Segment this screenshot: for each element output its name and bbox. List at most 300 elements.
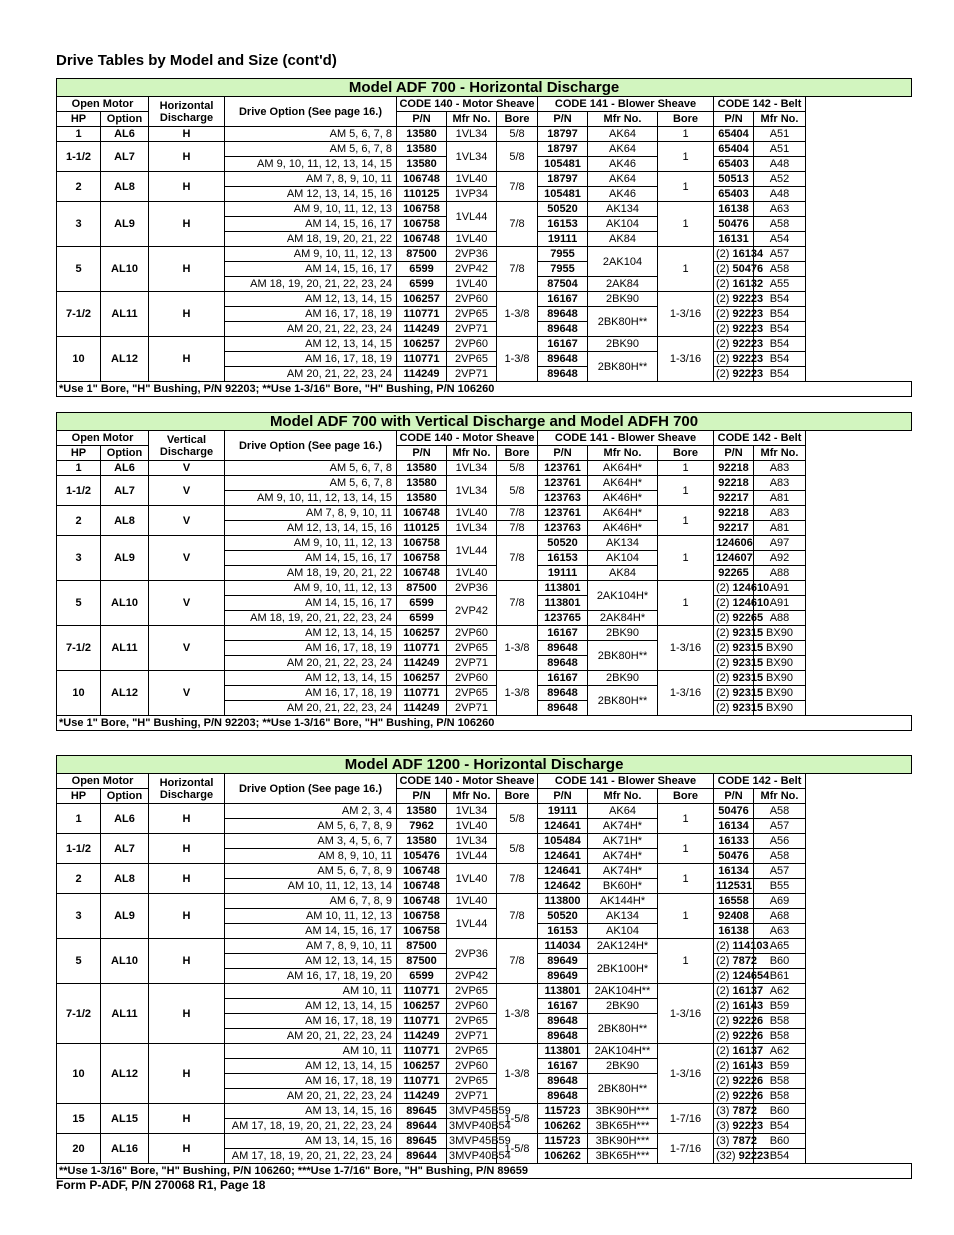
header-bore: Bore <box>658 446 714 461</box>
blower-mfr-cell: 2AK84H* <box>588 611 658 626</box>
motor-pn-cell: 13580 <box>397 127 447 142</box>
discharge-cell: H <box>149 127 225 142</box>
header-code142: CODE 142 - Belt <box>714 431 806 446</box>
header-pn: P/N <box>397 112 447 127</box>
motor-bore-cell: 7/8 <box>497 536 538 581</box>
discharge-cell: H <box>149 247 225 292</box>
motor-pn-cell: 106257 <box>397 626 447 641</box>
motor-mfr-cell: 1VL40 <box>447 232 497 247</box>
belt-pn: 16137 <box>732 1045 764 1057</box>
belt-pn-cell <box>714 476 754 491</box>
belt-mfr-cell: A83 <box>754 506 806 521</box>
motor-bore-cell: 7/8 <box>497 202 538 247</box>
hp-cell: 3 <box>57 894 101 939</box>
blower-pn-cell: 113801 <box>538 596 588 611</box>
header-bore: Bore <box>497 112 538 127</box>
belt-pn-cell <box>714 611 764 626</box>
motor-mfr-cell: 2VP65 <box>447 686 497 701</box>
blower-mfr-cell: BK60H* <box>588 879 658 894</box>
blower-mfr-cell: 2AK124H* <box>588 939 658 954</box>
blower-pn-cell: 16167 <box>538 626 588 641</box>
blower-bore-cell: 1 <box>658 864 714 894</box>
blower-pn-cell: 115723 <box>538 1104 588 1119</box>
hp-cell: 3 <box>57 202 101 247</box>
table-row <box>57 247 912 262</box>
motor-bore-cell: 1-5/8 <box>497 1134 538 1164</box>
blower-pn-cell: 106262 <box>538 1149 588 1164</box>
belt-qty: (2) <box>716 248 733 260</box>
header-open-motor: Open Motor <box>57 431 149 446</box>
motor-pn-cell: 106748 <box>397 232 447 247</box>
belt-pn-cell <box>714 834 754 849</box>
discharge-cell: V <box>149 461 225 476</box>
drive-option-cell: AM 16, 17, 18, 19 <box>225 641 397 656</box>
header-code142: CODE 142 - Belt <box>714 97 806 112</box>
belt-pn: 92226 <box>732 1015 764 1027</box>
table-row <box>57 804 912 819</box>
belt-qty: (2) <box>716 368 733 380</box>
belt-mfr-cell: A51 <box>754 142 806 157</box>
hp-cell: 1 <box>57 461 101 476</box>
option-cell: AL7 <box>101 834 149 864</box>
blower-pn-cell: 124641 <box>538 864 588 879</box>
belt-mfr-cell: BX90 <box>754 641 806 656</box>
belt-mfr-cell: A81 <box>754 491 806 506</box>
blower-mfr-cell: 2BK100H* <box>588 954 658 984</box>
motor-pn-cell: 6599 <box>397 969 447 984</box>
belt-pn: 92218 <box>718 507 749 519</box>
discharge-cell: H <box>149 202 225 247</box>
motor-pn-cell: 106758 <box>397 217 447 232</box>
belt-pn-cell <box>714 1029 764 1044</box>
belt-pn-cell <box>714 172 754 187</box>
motor-pn-cell: 6599 <box>397 262 447 277</box>
header-open-motor: Open Motor <box>57 97 149 112</box>
motor-pn-cell: 89645 <box>397 1104 447 1119</box>
motor-bore-cell: 5/8 <box>497 476 538 506</box>
belt-mfr-cell: A48 <box>754 157 806 172</box>
motor-mfr-cell: 2VP65 <box>447 1074 497 1089</box>
header-bore: Bore <box>497 789 538 804</box>
belt-mfr-cell: B54 <box>754 1149 806 1164</box>
table-row <box>57 142 912 157</box>
belt-pn-cell <box>714 1089 764 1104</box>
blower-mfr-cell: AK104 <box>588 551 658 566</box>
table-row <box>57 506 912 521</box>
hp-cell: 5 <box>57 939 101 984</box>
hp-cell: 7-1/2 <box>57 626 101 671</box>
belt-pn-cell <box>714 969 770 984</box>
belt-qty: (2) <box>716 672 733 684</box>
motor-pn-cell: 110771 <box>397 1044 447 1059</box>
motor-pn-cell: 114249 <box>397 1029 447 1044</box>
belt-pn-cell <box>714 924 754 939</box>
belt-mfr-cell: A69 <box>754 894 806 909</box>
discharge-cell: H <box>149 292 225 337</box>
belt-mfr-cell: B59 <box>754 1059 806 1074</box>
option-cell: AL10 <box>101 581 149 626</box>
table-row <box>57 1134 912 1149</box>
header-drive-option: Drive Option (See page 16.) <box>225 431 397 461</box>
drive-option-cell: AM 9, 10, 11, 12, 13, 14, 15 <box>225 157 397 172</box>
table-row <box>57 292 912 307</box>
blower-pn-cell: 18797 <box>538 127 588 142</box>
blower-pn-cell: 113801 <box>538 581 588 596</box>
blower-mfr-cell: 2BK90 <box>588 671 658 686</box>
hp-cell: 3 <box>57 536 101 581</box>
motor-bore-cell: 1-5/8 <box>497 1104 538 1134</box>
motor-pn-cell: 106257 <box>397 337 447 352</box>
belt-mfr-cell: A91 <box>754 596 806 611</box>
blower-mfr-cell: AK74H* <box>588 819 658 834</box>
blower-mfr-cell: AK64 <box>588 172 658 187</box>
belt-qty: (2) <box>716 293 733 305</box>
header-code142: CODE 142 - Belt <box>714 774 806 789</box>
drive-option-cell: AM 9, 10, 11, 12, 13 <box>225 202 397 217</box>
belt-pn-cell <box>714 1104 757 1119</box>
drive-option-cell: AM 12, 13, 14, 15 <box>225 999 397 1014</box>
belt-pn: 92315 <box>732 687 764 699</box>
motor-pn-cell: 87500 <box>397 247 447 262</box>
belt-mfr-cell: A62 <box>754 1044 806 1059</box>
hp-cell: 1-1/2 <box>57 476 101 506</box>
table-row <box>57 864 912 879</box>
drive-option-cell: AM 20, 21, 22, 23, 24 <box>225 701 397 716</box>
motor-mfr-cell: 1VL34 <box>447 127 497 142</box>
belt-pn: 7872 <box>732 1105 757 1117</box>
belt-mfr-cell: B58 <box>754 1074 806 1089</box>
belt-mfr-cell: BX90 <box>754 701 806 716</box>
belt-pn: 92223 <box>732 353 764 365</box>
blower-pn-cell: 19111 <box>538 566 588 581</box>
belt-pn: 92315 <box>732 672 764 684</box>
option-cell: AL8 <box>101 864 149 894</box>
discharge-cell: V <box>149 671 225 716</box>
belt-mfr-cell: A63 <box>754 924 806 939</box>
blower-bore-cell: 1 <box>658 894 714 939</box>
motor-pn-cell: 13580 <box>397 142 447 157</box>
belt-pn-cell <box>714 352 764 367</box>
motor-bore-cell: 7/8 <box>497 172 538 202</box>
blower-pn-cell: 123763 <box>538 491 588 506</box>
belt-mfr-cell: B54 <box>754 322 806 337</box>
blower-pn-cell: 124641 <box>538 849 588 864</box>
discharge-cell: V <box>149 581 225 626</box>
header-mfr: Mfr No. <box>754 789 806 804</box>
belt-pn: 124607 <box>716 552 753 564</box>
blower-pn-cell: 89648 <box>538 701 588 716</box>
blower-pn-cell: 113800 <box>538 894 588 909</box>
blower-pn-cell: 89648 <box>538 307 588 322</box>
hp-cell: 7-1/2 <box>57 292 101 337</box>
blower-mfr-cell: 2AK84 <box>588 277 658 292</box>
blower-pn-cell: 115723 <box>538 1134 588 1149</box>
drive-option-cell: AM 14, 15, 16, 17 <box>225 217 397 232</box>
motor-pn-cell: 13580 <box>397 157 447 172</box>
blower-bore-cell: 1-3/16 <box>658 984 714 1044</box>
belt-pn-cell <box>714 157 754 172</box>
belt-mfr-cell: A58 <box>754 804 806 819</box>
belt-pn: 16134 <box>718 865 749 877</box>
drive-option-cell: AM 16, 17, 18, 19 <box>225 686 397 701</box>
blower-bore-cell: 1-3/16 <box>658 337 714 382</box>
footer: Form P-ADF, P/N 270068 R1, Page 18 <box>56 1178 266 1192</box>
motor-mfr-cell: 2VP71 <box>447 656 497 671</box>
drive-option-cell: AM 14, 15, 16, 17 <box>225 551 397 566</box>
motor-bore-cell: 7/8 <box>497 894 538 939</box>
motor-mfr-cell: 3MVP45B59 <box>447 1104 497 1119</box>
motor-mfr-cell: 2VP71 <box>447 367 497 382</box>
table-title: Model ADF 700 with Vertical Discharge and Model ADFH 700 <box>57 413 912 431</box>
belt-pn: 50476 <box>718 218 749 230</box>
belt-pn: 16143 <box>732 1000 764 1012</box>
belt-pn-cell <box>714 202 754 217</box>
belt-pn-cell <box>714 686 764 701</box>
blower-mfr-cell: AK64H* <box>588 506 658 521</box>
header-mfr: Mfr No. <box>754 446 806 461</box>
motor-pn-cell: 106758 <box>397 924 447 939</box>
belt-mfr-cell: B54 <box>754 352 806 367</box>
belt-pn: 92408 <box>718 910 749 922</box>
drive-option-cell: AM 10, 11, 12, 13, 14 <box>225 879 397 894</box>
blower-mfr-cell: AK74H* <box>588 849 658 864</box>
blower-pn-cell: 87504 <box>538 277 588 292</box>
table-row <box>57 939 912 954</box>
motor-pn-cell: 106257 <box>397 1059 447 1074</box>
motor-pn-cell: 13580 <box>397 804 447 819</box>
belt-pn-cell <box>714 626 764 641</box>
belt-qty: (2) <box>716 353 733 365</box>
blower-bore-cell: 1 <box>658 536 714 581</box>
drive-option-cell: AM 9, 10, 11, 12, 13 <box>225 247 397 262</box>
belt-pn-cell <box>714 804 754 819</box>
belt-pn: 92223 <box>732 368 764 380</box>
header-pn: P/N <box>397 446 447 461</box>
motor-bore-cell: 7/8 <box>497 247 538 292</box>
drive-option-cell: AM 12, 13, 14, 15 <box>225 671 397 686</box>
belt-qty: (2) <box>716 1045 733 1057</box>
belt-pn: 92226 <box>732 1075 764 1087</box>
header-hp: HP <box>57 789 101 804</box>
blower-pn-cell: 123763 <box>538 521 588 536</box>
motor-mfr-cell: 2VP71 <box>447 1089 497 1104</box>
table-row <box>57 172 912 187</box>
belt-mfr-cell: A55 <box>754 277 806 292</box>
belt-mfr-cell: B54 <box>754 292 806 307</box>
belt-mfr-cell: A56 <box>754 834 806 849</box>
belt-mfr-cell: A65 <box>754 939 806 954</box>
belt-mfr-cell: B58 <box>754 1089 806 1104</box>
motor-pn-cell: 106758 <box>397 202 447 217</box>
belt-pn: 92265 <box>732 612 764 624</box>
motor-mfr-cell: 2VP42 <box>447 596 497 626</box>
belt-pn-cell <box>714 879 754 894</box>
drive-option-cell: AM 8, 9, 10, 11 <box>225 849 397 864</box>
blower-pn-cell: 124641 <box>538 819 588 834</box>
motor-pn-cell: 110771 <box>397 307 447 322</box>
belt-pn: 16143 <box>732 1060 764 1072</box>
header-code141: CODE 141 - Blower Sheave <box>538 97 714 112</box>
motor-mfr-cell: 1VL34 <box>447 476 497 506</box>
blower-pn-cell: 16153 <box>538 217 588 232</box>
blower-mfr-cell: AK64 <box>588 127 658 142</box>
motor-bore-cell: 7/8 <box>497 939 538 984</box>
belt-mfr-cell: A54 <box>754 232 806 247</box>
motor-pn-cell: 106748 <box>397 172 447 187</box>
blower-pn-cell: 7955 <box>538 247 588 262</box>
blower-bore-cell: 1 <box>658 476 714 506</box>
blower-pn-cell: 105484 <box>538 834 588 849</box>
header-bore: Bore <box>658 112 714 127</box>
belt-pn-cell <box>714 1044 764 1059</box>
drive-table-adf700-horizontal <box>56 78 912 397</box>
belt-pn-cell <box>714 864 754 879</box>
belt-mfr-cell: A57 <box>754 864 806 879</box>
belt-pn-cell <box>714 984 764 999</box>
belt-pn-cell <box>714 641 764 656</box>
drive-option-cell: AM 18, 19, 20, 21, 22, 23, 24 <box>225 611 397 626</box>
belt-pn: 16131 <box>718 233 749 245</box>
header-code140: CODE 140 - Motor Sheave <box>397 97 538 112</box>
blower-bore-cell: 1-3/16 <box>658 1044 714 1104</box>
header-option: Option <box>101 446 149 461</box>
option-cell: AL15 <box>101 1104 149 1134</box>
belt-pn-cell <box>714 701 764 716</box>
motor-bore-cell: 1-3/8 <box>497 1044 538 1104</box>
belt-pn: 92223 <box>732 323 764 335</box>
hp-cell: 10 <box>57 1044 101 1104</box>
discharge-cell: V <box>149 506 225 536</box>
header-mfr: Mfr No. <box>447 789 497 804</box>
belt-pn: 92315 <box>732 642 764 654</box>
motor-pn-cell: 110771 <box>397 1014 447 1029</box>
header-discharge: Horizontal Discharge <box>149 774 225 804</box>
blower-pn-cell: 123761 <box>538 461 588 476</box>
blower-bore-cell: 1 <box>658 202 714 247</box>
blower-mfr-cell: 3BK90H*** <box>588 1134 658 1149</box>
blower-bore-cell: 1-3/16 <box>658 292 714 337</box>
belt-pn-cell <box>714 999 764 1014</box>
drive-option-cell: AM 5, 6, 7, 8 <box>225 142 397 157</box>
hp-cell: 5 <box>57 247 101 292</box>
belt-pn-cell <box>714 187 754 202</box>
discharge-cell: V <box>149 626 225 671</box>
blower-mfr-cell: AK64H* <box>588 461 658 476</box>
blower-pn-cell: 89648 <box>538 367 588 382</box>
motor-mfr-cell: 2VP60 <box>447 292 497 307</box>
drive-option-cell: AM 17, 18, 19, 20, 21, 22, 23, 24 <box>225 1119 397 1134</box>
blower-mfr-cell: AK84 <box>588 232 658 247</box>
drive-option-cell: AM 20, 21, 22, 23, 24 <box>225 656 397 671</box>
header-discharge: Horizontal Discharge <box>149 97 225 127</box>
option-cell: AL8 <box>101 172 149 202</box>
drive-option-cell: AM 12, 13, 14, 15 <box>225 626 397 641</box>
header-code140: CODE 140 - Motor Sheave <box>397 774 538 789</box>
hp-cell: 10 <box>57 337 101 382</box>
option-cell: AL12 <box>101 1044 149 1104</box>
blower-bore-cell: 1 <box>658 127 714 142</box>
option-cell: AL10 <box>101 247 149 292</box>
hp-cell: 2 <box>57 506 101 536</box>
belt-pn: 65404 <box>718 128 749 140</box>
blower-mfr-cell: AK134 <box>588 536 658 551</box>
header-pn: P/N <box>538 446 588 461</box>
belt-pn-cell <box>714 262 764 277</box>
motor-pn-cell: 110125 <box>397 521 447 536</box>
drive-option-cell: AM 12, 13, 14, 15 <box>225 292 397 307</box>
discharge-cell: H <box>149 804 225 834</box>
motor-mfr-cell: 2VP60 <box>447 1059 497 1074</box>
belt-pn-cell <box>714 506 754 521</box>
motor-mfr-cell: 2VP42 <box>447 262 497 277</box>
belt-pn-cell <box>714 954 757 969</box>
motor-pn-cell: 114249 <box>397 1089 447 1104</box>
belt-pn: 16137 <box>732 985 764 997</box>
blower-mfr-cell: 3BK65H*** <box>588 1119 658 1134</box>
discharge-cell: H <box>149 172 225 202</box>
belt-mfr-cell: B59 <box>754 999 806 1014</box>
blower-pn-cell: 18797 <box>538 142 588 157</box>
header-pn: P/N <box>538 789 588 804</box>
drive-option-cell: AM 18, 19, 20, 21, 22 <box>225 566 397 581</box>
belt-pn: 92226 <box>732 1030 764 1042</box>
belt-pn: 92223 <box>732 293 764 305</box>
motor-mfr-cell: 3MVP45B59 <box>447 1134 497 1149</box>
blower-mfr-cell: 2AK104 <box>588 247 658 277</box>
table-row <box>57 127 912 142</box>
drive-option-cell: AM 16, 17, 18, 19, 20 <box>225 969 397 984</box>
motor-pn-cell: 13580 <box>397 491 447 506</box>
blower-pn-cell: 89648 <box>538 686 588 701</box>
blower-mfr-cell: AK134 <box>588 909 658 924</box>
belt-pn-cell <box>714 1014 764 1029</box>
blower-bore-cell: 1-7/16 <box>658 1104 714 1134</box>
table-row <box>57 626 912 641</box>
motor-mfr-cell: 1VL34 <box>447 461 497 476</box>
belt-pn-cell <box>714 277 764 292</box>
header-pn: P/N <box>538 112 588 127</box>
discharge-cell: H <box>149 834 225 864</box>
belt-qty: (2) <box>716 657 733 669</box>
belt-mfr-cell: B58 <box>754 1014 806 1029</box>
belt-pn: 124610 <box>732 582 770 594</box>
drive-option-cell: AM 9, 10, 11, 12, 13, 14, 15 <box>225 491 397 506</box>
belt-mfr-cell: A83 <box>754 476 806 491</box>
motor-pn-cell: 106748 <box>397 864 447 879</box>
blower-pn-cell: 106262 <box>538 1119 588 1134</box>
option-cell: AL7 <box>101 142 149 172</box>
belt-pn: 16138 <box>718 925 749 937</box>
hp-cell: 1 <box>57 804 101 834</box>
drive-option-cell: AM 12, 13, 14, 15 <box>225 337 397 352</box>
motor-pn-cell: 110771 <box>397 352 447 367</box>
belt-pn-cell <box>714 491 754 506</box>
drive-option-cell: AM 9, 10, 11, 12, 13 <box>225 536 397 551</box>
header-option: Option <box>101 112 149 127</box>
table-row <box>57 1044 912 1059</box>
motor-pn-cell: 114249 <box>397 656 447 671</box>
belt-pn: 92223 <box>738 1150 770 1162</box>
option-cell: AL9 <box>101 202 149 247</box>
belt-mfr-cell: A63 <box>754 202 806 217</box>
belt-qty: (2) <box>716 323 733 335</box>
hp-cell: 2 <box>57 172 101 202</box>
belt-pn-cell <box>714 1134 757 1149</box>
discharge-cell: H <box>149 984 225 1044</box>
motor-pn-cell: 105476 <box>397 849 447 864</box>
blower-pn-cell: 113801 <box>538 984 588 999</box>
motor-bore-cell: 7/8 <box>497 521 538 536</box>
